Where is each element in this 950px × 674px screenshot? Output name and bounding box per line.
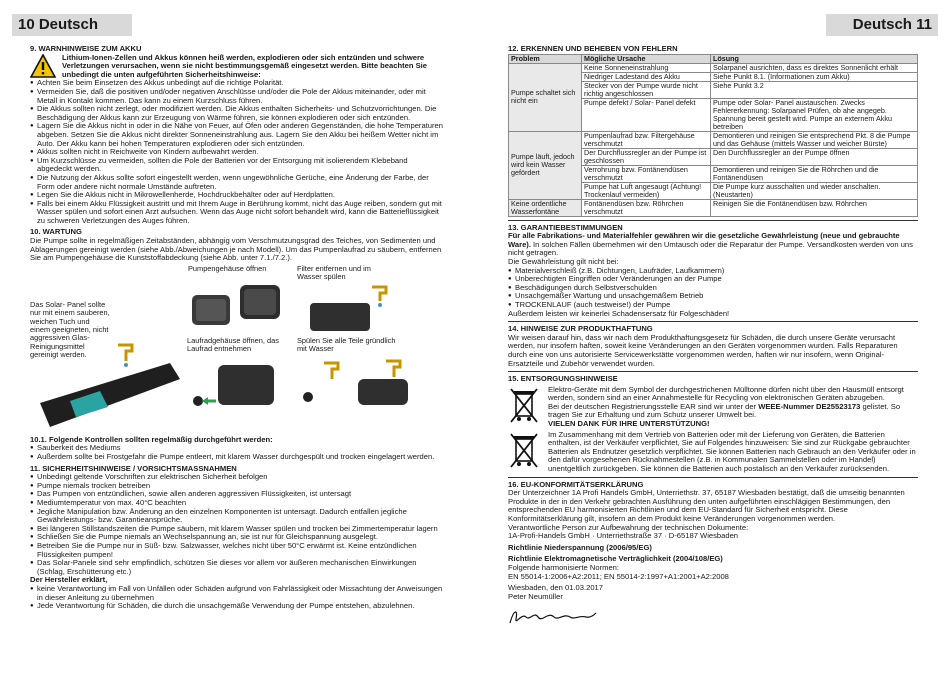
list-item: ● Jegliche Manipulation bzw. Änderung an den einzelnen Komponenten ist untersagt. Dadurch entfallen jegliche Gewährleistungs- bzw. Garantieansprüche. bbox=[30, 508, 444, 525]
list-item: ● Unbedingt geltende Vorschriften zur elektrischen Sicherheit befolgen bbox=[30, 473, 444, 482]
s10-title: 10. WARTUNG bbox=[30, 227, 82, 237]
list-item: ● Falls bei einem Akku Flüssigkeit austritt und mit Ihrem Auge in Berührung kommt, nicht das Auge reiben, sondern gut mit Wasser spülen und sofort einen Arzt aufsuchen. Wenn das Auge nicht sofort behandelt wird, kann die Batterieflüssigkeit zu schweren Verletzungen des Auges führen. bbox=[30, 200, 444, 226]
cause-cell: Pumpenlaufrad bzw. Filtergehäuse verschmutzt bbox=[582, 131, 711, 148]
list-item: ● Beschädigungen durch Selbstverschulden bbox=[508, 284, 918, 293]
s101-title: 10.1. Folgende Kontrollen sollten regelmäßig durchgeführt werden: bbox=[30, 434, 273, 444]
weee-p2-post: gelistet. So tragen Sie zur Erhaltung und zum Schutz unserer Umwelt bei. bbox=[548, 401, 901, 420]
list-item: ● Das Pumpen von entzündlichen, sowie allen anderen aggressiven Flüssigkeiten, ist untersagt bbox=[30, 490, 444, 499]
cause-cell: Fontänendüsen bzw. Röhrchen verschmutzt bbox=[582, 199, 711, 216]
weee-number: WEEE-Nummer DE25523173 bbox=[758, 401, 861, 411]
solution-cell: Demontieren und reinigen Sie die Röhrchen und die Fontänendüsen bbox=[711, 165, 918, 182]
weee-block bbox=[508, 386, 918, 429]
crossed-bin-battery-icon bbox=[508, 431, 540, 471]
divider bbox=[508, 477, 918, 478]
caption-remove-filter: Filter entfernen und im Wasser spülen bbox=[297, 263, 371, 282]
filter-rinse-figure bbox=[300, 283, 400, 333]
s16-dir2: Richtlinie Elektromagnetische Verträglichkeit (2004/108/EG) bbox=[508, 554, 723, 564]
left-column bbox=[30, 42, 444, 611]
weee-thanks: VIELEN DANK FÜR IHRE UNTERSTÜTZUNG! bbox=[548, 419, 710, 429]
s16-addr: 1A-Profi-Handels GmbH · Unterriethstraße 37 · D-65187 Wiesbaden bbox=[508, 531, 739, 541]
impeller-figure bbox=[188, 357, 288, 419]
maker-title: Der Hersteller erklärt, bbox=[30, 575, 108, 585]
solar-panel-figure bbox=[30, 343, 180, 431]
s13-lead-bold: Für alle Fabrikations- und Materialfehler gewähren wir die gesetzliche Gewährleistung (neue und gebrauchte Ware). bbox=[508, 231, 900, 249]
table-row bbox=[509, 131, 918, 148]
weee-text bbox=[548, 386, 918, 429]
divider bbox=[508, 220, 918, 221]
table-header: Mögliche Ursache bbox=[582, 54, 711, 63]
s14-text: Wir weisen darauf hin, dass wir nach dem Produkthaftungsgesetz für Schäden, die durch unsere Geräte verursacht werden, nur insofern haften, soweit keine Veränderungen an den Geräten vorgenommen wurden. Falls Reparaturen durch eine von uns autorisierte Servicewerkstätte vorgenommen werden, haften wir nur insofern, wenn Original-Ersatzteile und Zubehör verwendet wurden. bbox=[508, 332, 898, 368]
s9-warning bbox=[30, 54, 444, 80]
s11-title: 11. SICHERHEITSHINWEISE / VORSICHTSMASSNAHMEN bbox=[30, 463, 237, 473]
list-item: ● Schließen Sie die Pumpe niemals an Wechselspannung an, sie ist nur für Gleichspannung ausgelegt. bbox=[30, 533, 444, 542]
cause-cell: Niedriger Ladestand des Akku bbox=[582, 72, 711, 81]
cause-cell: Pumpe defekt / Solar- Panel defekt bbox=[582, 98, 711, 131]
s12-title: 12. ERKENNEN UND BEHEBEN VON FEHLERN bbox=[508, 44, 678, 53]
s13-lead bbox=[508, 232, 918, 258]
problem-cell: Keine ordentliche Wasserfontäne bbox=[509, 199, 582, 216]
warning-triangle-icon bbox=[30, 54, 56, 78]
cause-cell: Keine Sonneneinstrahlung bbox=[582, 63, 711, 72]
maker-list bbox=[30, 585, 444, 611]
crossed-bin-icon bbox=[508, 386, 540, 426]
caption-impeller: Laufradgehäuse öffnen, das Laufrad entnehmen bbox=[187, 335, 279, 354]
list-item: ● Akkus sollten nicht in Reichweite von Kindern aufbewahrt werden. bbox=[30, 148, 444, 157]
s13-outro: Außerdem leisten wir keinerlei Schadensersatz für Folgeschäden! bbox=[508, 308, 730, 318]
s16-text: Der Unterzeichner 1A Profi Handels GmbH, Unterriethstr. 37, 65187 Wiesbaden bestätigt, daß die umseitig benannten Produkte in der in den Verkehr gebrachten Ausführung den unten aufgeführten einschlägigen Bestimmungen, den entsprechenden EU harmonisierten Richtlinien und dem EU-Standard für Sicherheit entspricht. Diese Konformitätserklärung gilt, insofern an dem Produkt keine Veränderungen vorgenommen werden. bbox=[508, 488, 905, 523]
cause-cell: Der Durchflussregler an der Pumpe ist geschlossen bbox=[582, 148, 711, 165]
s16-addr-label: Verantwortliche Person zur Aufbewahrung der technischen Dokumente: bbox=[508, 522, 749, 532]
signature bbox=[508, 605, 598, 627]
battery-text: Im Zusammenhang mit dem Vertrieb von Batterien oder mit der Lieferung von Geräten, die Batterien enthalten, ist der Verkäufer verpflichtet, Sie auf Folgendes hinzuweisen: Sie sind zur Rückgabe gebrauchter Batterien als Endnutzer gesetzlich verpflichtet. Sie können Batterien nach Gebrauch an den Verkäufer oder in den dafür vorgesehenen Rücknahmestellen (z.B. in Kommunalen Sammelstellen oder im Handel) unentgeltlich zurückgeben. Sie können die Batterien auch postalisch an den Verkäufer zurücksenden. bbox=[548, 429, 916, 474]
s16-name: Peter Neumüller bbox=[508, 591, 563, 601]
s14-title: 14. HINWEISE ZUR PRODUKTHAFTUNG bbox=[508, 324, 653, 334]
maintenance-figures bbox=[30, 265, 444, 433]
s16-title: 16. EU-KONFORMITÄTSERKLÄRUNG bbox=[508, 479, 644, 489]
table-header: Lösung bbox=[711, 54, 918, 63]
table-row bbox=[509, 199, 918, 216]
troubleshooting-table bbox=[508, 54, 918, 217]
list-item: ● Sauberkeit des Mediums bbox=[30, 444, 444, 453]
s13-lead-rest: In solchen Fällen übernehmen wir den Umtausch oder die Reparatur der Pumpe. Versandkosten werden von uns nicht getragen. bbox=[508, 239, 913, 258]
s15-title: 15. ENTSORGUNGSHINWEISE bbox=[508, 374, 618, 384]
solution-cell: Pumpe oder Solar- Panel austauschen. Zwecks Fehlererkennung: Solarpanel Prüfen, ob ahe angegeb. Spannung bereit gestellt wird. Pumpe an externem Akku betreiben bbox=[711, 98, 918, 131]
list-item: ● Die Nutzung der Akkus sollte sofort eingestellt werden, wenn ungewöhnliche Gerüche, eine Änderung der Farbe, der Form oder andere nicht normale Umstände auftreten. bbox=[30, 174, 444, 191]
list-item: ● Jede Verantwortung für Schäden, die durch die unsachgemäße Verwendung der Pumpe entstehen, abzulehnen. bbox=[30, 602, 444, 611]
solution-cell: Solarpanel ausrichten, dass es direktes Sonnenlicht erhält bbox=[711, 63, 918, 72]
cause-cell: Pumpe hat Luft angesaugt (Achtung! Trockenlauf vermeiden) bbox=[582, 182, 711, 199]
page-header-right: Deutsch 11 bbox=[826, 14, 938, 36]
list-item: ● Unsachgemäßer Wartung und unsachgemäßem Betrieb bbox=[508, 292, 918, 301]
problem-cell: Pumpe läuft, jedoch wird kein Wasser gefördert bbox=[509, 131, 582, 199]
cause-cell: Verrohrung bzw. Fontänendüsen verschmutzt bbox=[582, 165, 711, 182]
s9-title: 9. WARNHINWEISE ZUM AKKU bbox=[30, 44, 142, 53]
list-item: ● Achten Sie beim Einsetzen des Akkus unbedingt auf die richtige Polarität. bbox=[30, 79, 444, 88]
s13-title: 13. GARANTIEBESTIMMUNGEN bbox=[508, 222, 623, 232]
s13-intro: Die Gewährleistung gilt nicht bei: bbox=[508, 256, 619, 266]
weee-p1: Elektro-Geräte mit dem Symbol der durchgestrichenen Mülltonne dürfen nicht über den Hausmüll entsorgt werden, sondern sind an einer Annahmestelle für Recycling von elektronischen Geräten abzugeben. bbox=[548, 384, 904, 403]
solution-cell: Demontieren und reinigen Sie entsprechend Pkt. 8 die Pumpe und das Gehäuse (mittels Wasser und weicher Bürste) bbox=[711, 131, 918, 148]
cause-cell: Stecker von der Pumpe wurde nicht richtig angeschlossen bbox=[582, 81, 711, 98]
pump-housing-figure bbox=[188, 281, 288, 331]
list-item: ● Um Kurzschlüsse zu vermeiden, sollten die Pole der Batterien vor der Entsorgung mit isolierendem Klebeband abgedeckt werden. bbox=[30, 157, 444, 174]
s9-list bbox=[30, 79, 444, 225]
battery-block bbox=[508, 431, 918, 474]
list-item: ● Bei längeren Stillstandszeiten die Pumpe säubern, mit klarem Wasser spülen und trocken bei Zimmertemperatur lagern bbox=[30, 525, 444, 534]
list-item: ● Außerdem sollte bei Frostgefahr die Pumpe entleert, mit klarem Wasser durchgespült und trocken eingelagert werden. bbox=[30, 453, 444, 462]
s10-text: Die Pumpe sollte in regelmäßigen Zeitabständen, abhängig vom Verschmutzungsgrad des Teiches, von Sedimenten und Ablagerungen gereinigt werden (siehe Abb./Abweichungen je nach Modell). Um das Pumpenlaufrad zu säubern, entfernen Sie am Pumpengehäuse die Kunststoffabdeckung (siehe Abb. unter 7.1./7.2.). bbox=[30, 236, 442, 263]
divider bbox=[508, 321, 918, 322]
rinse-parts-figure bbox=[298, 359, 438, 421]
list-item: ● keine Verantwortung im Fall von Unfällen oder Schäden aufgrund von Fahrlässigkeit oder Missachtung der Anweisungen in dieser Anleitung zu übernehmen bbox=[30, 585, 444, 602]
table-header: Problem bbox=[509, 54, 582, 63]
s16-dir1: Richtlinie Niederspannung (2006/95/EG) bbox=[508, 542, 652, 552]
divider bbox=[508, 371, 918, 372]
caption-open-housing: Pumpengehäuse öffnen bbox=[188, 263, 267, 273]
list-item: ● Mediumtemperatur von max. 40°C beachten bbox=[30, 499, 444, 508]
s13-list bbox=[508, 267, 918, 310]
caption-rinse: Spülen Sie alle Teile gründlich mit Wasser bbox=[297, 335, 396, 354]
s16-place: Wiesbaden, den 01.03.2017 bbox=[508, 583, 603, 593]
solution-cell: Siehe Punkt 3.2 bbox=[711, 81, 918, 98]
weee-p2 bbox=[548, 403, 918, 420]
solution-cell: Siehe Punkt 8.1. (Informationen zum Akku) bbox=[711, 72, 918, 81]
solution-cell: Die Pumpe kurz ausschalten und wieder anschalten. (Neustarten) bbox=[711, 182, 918, 199]
list-item: ● Vermeiden Sie, daß die positiven und/oder negativen Anschlüsse und/oder die Pole der Akkus miteinander, oder mit Metall in Kontakt kommen. Das kann zu einem Kurzschluss führen. bbox=[30, 88, 444, 105]
list-item: ● TROCKENLAUF (auch testweise!) der Pumpe bbox=[508, 301, 918, 310]
list-item: ● Lagern Sie die Akkus nicht in oder in die Nähe von Feuer, auf Öfen oder anderen Gegenständen, die hohe Temperaturen abgeben. Setzen Sie die Akkus nicht direkter Sonneneinstrahlung aus. Lagern Sie den Akku bei heißem Wetter nicht im Auto. Der Akku kann bei hohen Temperaturen explodieren oder sich entzünden. bbox=[30, 122, 444, 148]
list-item: ● Legen Sie die Akkus nicht in Mikrowellenherde, Hochdruckbehälter oder auf Herdplatten. bbox=[30, 191, 444, 200]
s9-warning-text: Lithium-Ionen-Zellen und Akkus können heiß werden, explodieren oder sich entzünden und schwere Verletzungen verursachen, wenn sie nicht bestimmungsgemäß eingesetzt werden. Bitte beachten Sie unbedingt die unten aufgeführten Sicherheitshinweise: bbox=[62, 52, 428, 79]
right-column bbox=[508, 42, 918, 630]
list-item: ● Pumpe niemals trocken betreiben bbox=[30, 482, 444, 491]
table-row bbox=[509, 63, 918, 72]
s16-norms: EN 55014-1:2006+A2:2011; EN 55014-2:1997+A1:2001+A2:2008 bbox=[508, 571, 729, 581]
s16-norms-label: Folgende harmonisierte Normen: bbox=[508, 562, 620, 572]
problem-cell: Pumpe schaltet sich nicht ein bbox=[509, 63, 582, 131]
s101-list bbox=[30, 444, 444, 461]
list-item: ● Unberechtigten Eingriffen oder Veränderungen an der Pumpe bbox=[508, 275, 918, 284]
weee-p2-pre: Bei der deutschen Registrierungsstelle EAR sind wir unter der bbox=[548, 401, 759, 411]
caption-solar-panel: Das Solar- Panel sollte nur mit einem sauberen, weichen Tuch und einem geeigneten, nicht aggressiven Glas-Reinigungsmittel gereinigt werden. bbox=[30, 299, 110, 360]
page-header-left: 10 Deutsch bbox=[12, 14, 132, 36]
list-item: ● Materialverschleiß (z.B. Dichtungen, Laufräder, Laufkammern) bbox=[508, 267, 918, 276]
list-item: ● Das Solar-Panele sind sehr empfindlich, schützen Sie dieses vor allem vor äußeren mechanischen Einwirkungen (Schlag, Erschütterung etc.) bbox=[30, 559, 444, 576]
list-item: ● Betreiben Sie die Pumpe nur in Süß- bzw. Salzwasser, welches nicht über 50°C erwärmt ist. Keine entzündlichen Flüssigkeiten pumpen! bbox=[30, 542, 444, 559]
solution-cell: Den Durchflussregler an der Pumpe öffnen bbox=[711, 148, 918, 165]
s11-list bbox=[30, 473, 444, 576]
list-item: ● Die Akkus sollten nicht zerlegt, oder modifiziert werden. Die Akkus enthalten Sicherheits- und Schutzvorrichtungen. Die Beschädigung der Akkus kann zur Erzeugung von Wärme führen, sie können explodieren oder sich entzünden. bbox=[30, 105, 444, 122]
solution-cell: Reinigen Sie die Fontänendüsen bzw. Röhrchen bbox=[711, 199, 918, 216]
